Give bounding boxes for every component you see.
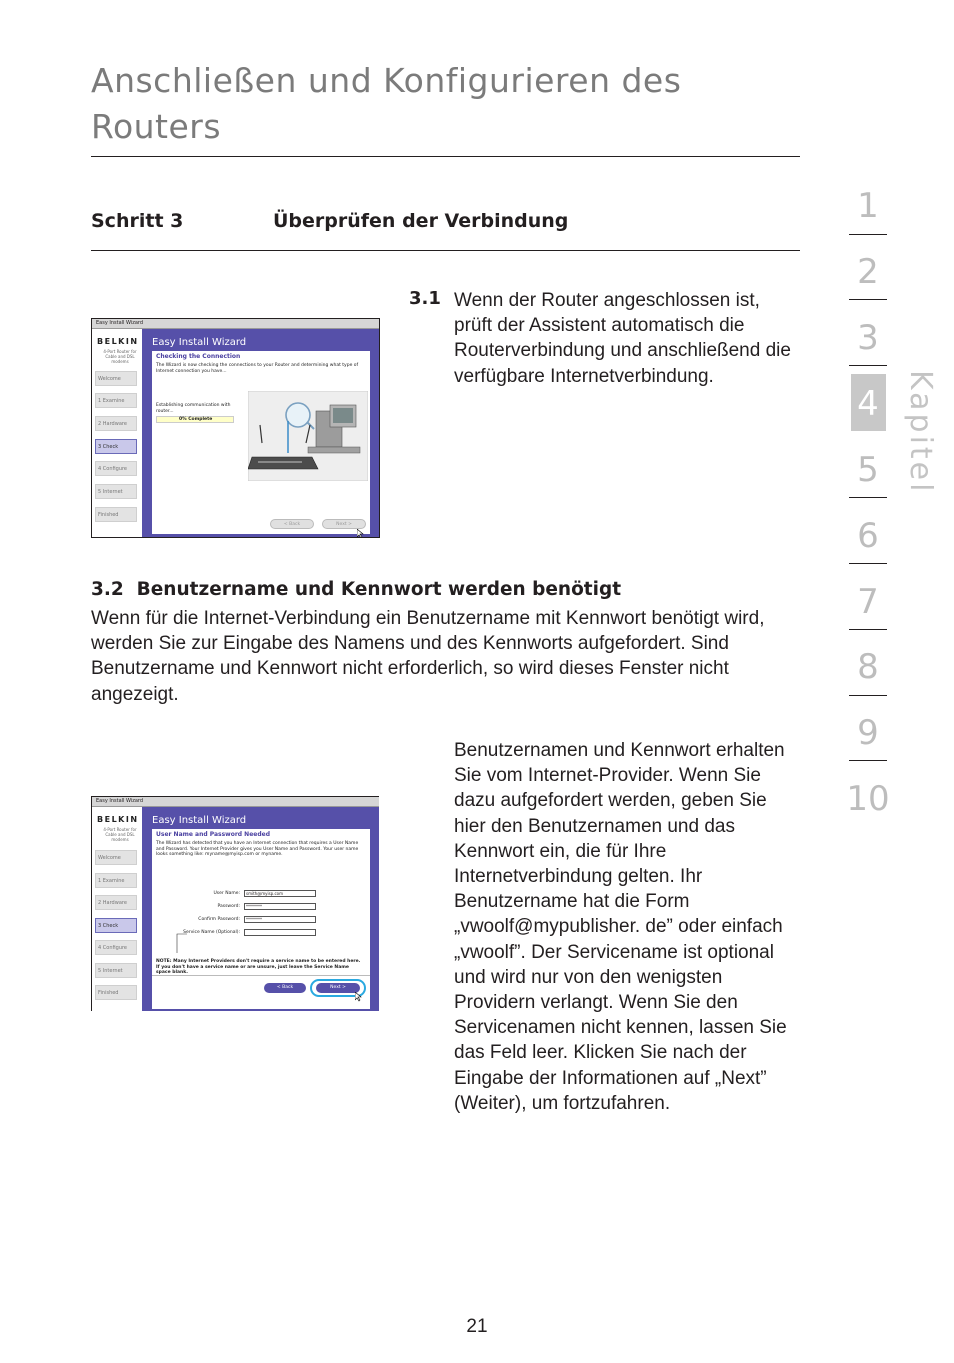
nav-finished[interactable]: Finished [95,985,137,1000]
bracket-connector-icon [176,933,188,955]
nav-examine[interactable]: 1 Examine [95,873,137,888]
wizard-title: Easy Install Wizard [152,337,247,348]
belkin-logo: BELKIN [97,815,139,824]
chapter-divider [849,695,887,696]
wizard-content [152,351,370,534]
chapter-10[interactable]: 10 [846,779,890,819]
wizard-description: The Wizard has detected that you have an Internet connection that requires a User Name and Password. Your Internet Provider gives you User Name and Password. Your user name looks something like: myname@myisp.com or myname. [156,841,359,857]
chapter-divider [849,563,887,564]
password-input[interactable]: ******** [244,903,316,910]
wizard-heading: User Name and Password Needed [156,831,270,838]
wizard-description: The Wizard is now checking the connections to your Router and determining what type of Internet connection you have... [156,363,359,374]
back-button[interactable]: < Back [270,519,314,529]
confirm-password-label: Confirm Password: [198,917,240,922]
title-rule [91,156,800,157]
section-3-2-detail: Benutzernamen und Kennwort erhalten Sie vom Internet-Provider. Wenn Sie dazu aufgefordert werden, geben Sie hier den Benutzernamen und das Kennwort ein, die für Ihre Internetverbindung gelten. Ihr Benutzername hat die Form „vwoolf@mypublisher. de” oder einfach „vwoolf”. Der Servicename ist optional und wird nur von den wenigsten Providern verlangt. Wenn Sie den Servicenamen nicht kennen, lassen Sie das Feld leer. Klicken Sie nach der Eingabe der Informationen auf „Next” (Weiter), um fortzufahren. [454,740,787,1114]
chapter-divider [849,234,887,235]
chapter-3[interactable]: 3 [857,318,879,358]
status-text: Establishing communication with router... [156,403,231,414]
chapter-divider [849,299,887,300]
screenshot-checking-connection [91,318,380,538]
section-3-1-number: 3.1 [409,288,441,309]
service-name-note: NOTE: Many Internet Providers don't require a service name to be entered here. If you don't have a service name or are unsure, just leave the Service Name space blank. [156,959,361,975]
section-3-2-intro: Wenn für die Internet-Verbindung ein Benutzername mit Kennwort benötigt wird, werden Sie zur Eingabe des Namens und des Kennworts aufgefordert. Sind Benutzername und Kennwort nicht erforderlich, so wird dieses Fenster nicht angezeigt. [91,608,765,705]
step-rule [91,250,800,251]
window-titlebar: Easy Install Wizard [92,319,379,329]
page-number: 21 [466,1316,488,1337]
nav-check[interactable]: 3 Check [95,439,137,454]
nav-configure[interactable]: 4 Configure [95,461,137,476]
brand-tagline: 4-Port Router for Cable and DSL modems [103,349,137,364]
wizard-main-panel [142,329,379,537]
progress-bar [156,416,234,423]
wizard-sidebar [92,329,142,537]
kapitel-label: Kapitel [903,370,938,495]
next-button[interactable]: Next > [316,983,360,993]
step-label: Schritt 3 [91,210,184,232]
wizard-heading: Checking the Connection [156,353,241,360]
chapter-7[interactable]: 7 [857,582,879,622]
service-name-input[interactable] [244,929,316,936]
nav-hardware[interactable]: 2 Hardware [95,416,137,431]
section-3-2-heading: 3.2 Benutzername und Kennwort werden benötigt [91,579,622,600]
screenshot-username-password [91,796,379,1011]
username-input[interactable]: smith@myisp.com [244,890,316,897]
chapter-9[interactable]: 9 [857,713,879,753]
section-3-1-text: Wenn der Router angeschlossen ist, prüft der Assistent automatisch die Routerverbindung und anschließend die verfügbare Internetverbindung. [454,290,791,387]
page-title: Anschließen und Konfigurieren des Routers [91,61,682,146]
chapter-1[interactable]: 1 [857,186,879,226]
nav-finished[interactable]: Finished [95,507,137,522]
password-label: Password: [217,904,240,909]
wizard-main-panel [142,807,379,1011]
wizard-title: Easy Install Wizard [152,815,247,826]
chapter-5[interactable]: 5 [857,450,879,490]
brand-tagline: 4-Port Router for Cable and DSL modems [103,827,137,842]
router-pc-illustration [248,391,368,481]
mouse-pointer-icon [355,992,363,1002]
belkin-logo: BELKIN [97,337,139,346]
chapter-divider [849,629,887,630]
progress-text: 0% Complete [179,417,213,422]
nav-hardware[interactable]: 2 Hardware [95,895,137,910]
mouse-pointer-icon [357,529,365,538]
chapter-divider [849,497,887,498]
chapter-8[interactable]: 8 [857,647,879,687]
back-button[interactable]: < Back [264,983,306,993]
chapter-4-active[interactable]: 4 [857,384,879,424]
nav-examine[interactable]: 1 Examine [95,393,137,408]
wizard-sidebar [92,807,142,1011]
step-title: Überprüfen der Verbindung [273,210,569,232]
chapter-divider [849,365,887,366]
content-divider [152,975,370,976]
next-button[interactable]: Next > [322,519,366,529]
nav-internet[interactable]: 5 Internet [95,484,137,499]
nav-configure[interactable]: 4 Configure [95,940,137,955]
nav-internet[interactable]: 5 Internet [95,963,137,978]
service-name-label: Service Name (Optional): [183,930,240,935]
window-titlebar: Easy Install Wizard [92,797,379,807]
nav-check[interactable]: 3 Check [95,918,137,933]
confirm-password-input[interactable]: ******** [244,916,316,923]
chapter-divider [849,760,887,761]
username-label: User Name: [213,891,240,896]
chapter-6[interactable]: 6 [857,516,879,556]
wizard-content [152,829,370,1009]
chapter-2[interactable]: 2 [857,252,879,292]
nav-welcome[interactable]: Welcome [95,371,137,386]
nav-welcome[interactable]: Welcome [95,850,137,865]
